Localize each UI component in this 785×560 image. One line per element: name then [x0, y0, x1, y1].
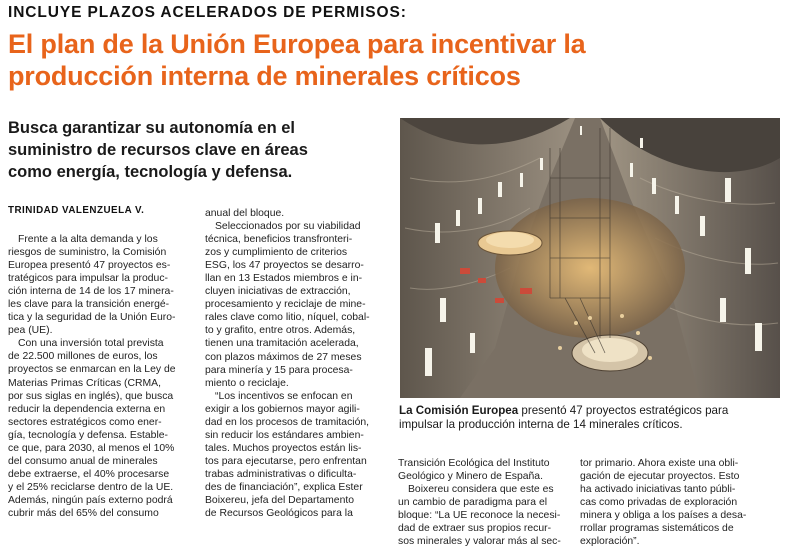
- body-line: tica y la seguridad de la Unión Euro-: [8, 312, 176, 324]
- body-line: debe extraerse, el 40% procesarse: [8, 468, 170, 480]
- body-line: trabas administrativas o dificulta-: [205, 468, 357, 480]
- body-line: exigir a los gobiernos mayor agili-: [205, 403, 360, 415]
- body-line: ha activado iniciativas tanto públi-: [580, 484, 736, 496]
- body-line: Frente a la alta demanda y los: [18, 234, 158, 245]
- body-line: ESG, los 47 proyectos se desarro-: [205, 260, 364, 272]
- body-line: zos y cumplimiento de criterios: [205, 247, 348, 259]
- body-line: exploración”.: [580, 536, 640, 548]
- headline: [8, 28, 778, 92]
- body-line: proyectos se enmarcan en la Ley de: [8, 364, 176, 376]
- caption-line-2: impulsar la producción interna de 14 minerales críticos.: [399, 418, 683, 431]
- kicker: INCLUYE PLAZOS ACELERADOS DE PERMISOS:: [8, 4, 407, 21]
- body-line: cas como privadas de exploración: [580, 497, 738, 509]
- body-column-3: [398, 457, 575, 548]
- body-line: anual del bloque.: [205, 208, 285, 219]
- body-line: Además, ningún país externo podrá: [8, 494, 173, 506]
- salt-mine-illustration: [400, 118, 780, 398]
- body-line: cubrir más del 65% del consumo: [8, 507, 159, 519]
- body-line: tos para ejecutarse, pero enfrentan: [205, 455, 367, 467]
- caption-line-1: [399, 404, 781, 418]
- body-line: gía, tecnología y defensa. Estable-: [8, 429, 169, 441]
- body-line: Boixereu considera que este es: [408, 484, 554, 496]
- body-line: Con una inversión total prevista: [18, 338, 164, 350]
- body-line: rrollar programas sistemáticos de: [580, 523, 734, 535]
- body-line: Geológico y Minero de España.: [398, 471, 543, 483]
- body-line: to y grafito, entre otros. Además,: [205, 325, 356, 337]
- body-line: ce que, para 2030, al menos el 10%: [8, 442, 175, 454]
- body-line: llan en 13 Estados miembros e in-: [205, 273, 363, 285]
- body-line: Transición Ecológica del Instituto: [398, 458, 550, 469]
- deck-line-2: suministro de recursos clave en áreas: [8, 141, 308, 159]
- body-line: Boixereu, jefa del Departamento: [205, 495, 355, 507]
- photo-caption: [399, 404, 781, 432]
- body-column-1: [8, 233, 198, 520]
- body-line: Europea presentó 47 proyectos es-: [8, 260, 171, 272]
- body-column-4: [580, 457, 780, 548]
- body-line: tratégicos para impulsar la produc-: [8, 273, 168, 285]
- body-line: rales clave como litio, níquel, cobal-: [205, 312, 370, 324]
- deck-line-3: como energía, tecnología y defensa.: [8, 163, 293, 181]
- body-line: dad de extraer sus propios recur-: [398, 523, 552, 535]
- body-line: de 22.500 millones de euros, los: [8, 351, 158, 363]
- body-line: técnica, beneficios transfronteri-: [205, 234, 353, 246]
- caption-line-1-rest: presentó 47 proyectos estratégicos para: [518, 404, 729, 417]
- deck-line-1: Busca garantizar su autonomía en el: [8, 119, 295, 137]
- body-line: reducir la dependencia externa en: [8, 403, 166, 415]
- body-line: tienen una tramitación acelerada,: [205, 338, 359, 350]
- body-line: dad en los procesos de tramitación,: [205, 416, 370, 428]
- headline-line-2: producción interna de minerales críticos: [8, 61, 521, 91]
- body-line: cluyen iniciativas de extracción,: [205, 286, 351, 298]
- body-line: para minería y 15 para procesa-: [205, 364, 353, 376]
- body-line: des de financiación”, explica Ester: [205, 481, 363, 493]
- body-line: miento o reciclaje.: [205, 377, 289, 389]
- body-line: Materias Primas Críticas (CRMA,: [8, 377, 161, 389]
- body-line: un cambio de paradigma para el: [398, 497, 548, 509]
- body-line: de Recursos Geológicos para la: [205, 508, 353, 520]
- body-line: minera y obliga a los países a desa-: [580, 510, 747, 522]
- salt-mine-photo: [400, 118, 780, 398]
- body-line: y el 25% reciclarse dentro de la UE.: [8, 481, 174, 493]
- byline: TRINIDAD VALENZUELA V.: [8, 205, 145, 216]
- body-line: tales. Muchos proyectos están lis-: [205, 442, 362, 454]
- body-line: por sus siglas en inglés), que busca: [8, 390, 174, 402]
- body-line: sin reducir los estándares ambien-: [205, 429, 364, 441]
- caption-bold: La Comisión Europea: [399, 404, 519, 417]
- body-line: del consumo anual de minerales: [8, 455, 158, 467]
- body-line: les clave para la transición energé-: [8, 299, 170, 311]
- body-line: sos minerales y valorar más al sec-: [398, 536, 561, 548]
- body-line: Seleccionados por su viabilidad: [215, 221, 361, 233]
- body-line: riesgos de suministro, la Comisión: [8, 247, 167, 259]
- body-line: tor primario. Ahora existe una obli-: [580, 458, 739, 469]
- body-line: “Los incentivos se enfocan en: [215, 390, 353, 402]
- body-line: sectores estratégicos como ener-: [8, 416, 162, 428]
- body-line: pea (UE).: [8, 325, 53, 337]
- body-line: con plazos máximos de 27 meses: [205, 351, 362, 363]
- body-line: procesamiento y reciclaje de mine-: [205, 299, 366, 311]
- body-line: bloque: “La UE reconoce la necesi-: [398, 510, 561, 522]
- body-column-2: [205, 207, 392, 520]
- body-line: ción interna de 14 de los 17 minera-: [8, 286, 174, 298]
- body-line: gación de ejecutar proyectos. Esto: [580, 471, 740, 483]
- deck-subtitle: [8, 117, 393, 183]
- headline-line-1: El plan de la Unión Europea para incentivar la: [8, 29, 586, 59]
